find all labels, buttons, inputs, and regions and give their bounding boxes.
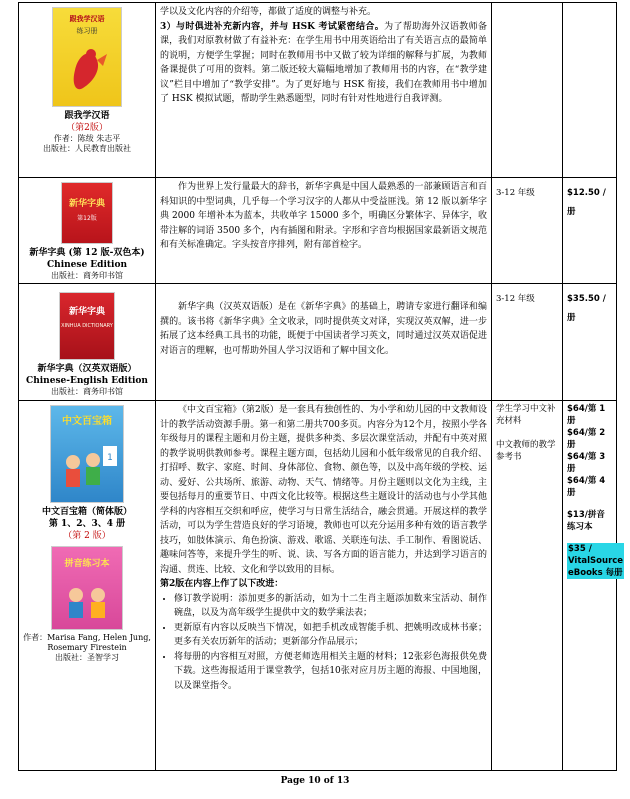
grade-level-cell: 3-12 年级: [492, 178, 563, 284]
workbook-cover-image: [51, 546, 123, 630]
catalog-table: [18, 2, 624, 771]
book-info-cell: [19, 284, 156, 401]
book-info-cell: [19, 3, 156, 178]
book-publisher: 出版社：人民教育出版社: [43, 144, 131, 153]
description-paragraph: 新华字典（汉英双语版）是在《新华字典》的基础上，聘请专家进行翻译和编撰的。该书将《新华字典》全文收录，同时提供英文对译，实现汉英双解，进一步拓展了这本经典工具书的功能，既便于中国读者学习英文，同时通过汉英双语促进对语言的理解，也可帮助外国人学习汉语和了解中国文化。: [160, 302, 487, 356]
cover-text: 中文百宝箱: [62, 416, 112, 427]
book-info-cell: [19, 178, 156, 284]
level-note: 学生学习中文补充材料: [496, 404, 556, 426]
table-row: [19, 401, 617, 771]
book-edition: （第 2 版）: [63, 531, 111, 541]
book-cover-image: [59, 292, 115, 360]
cover-text: 新华字典: [68, 307, 105, 317]
price-cell: $35.50 /册: [563, 284, 617, 401]
cover-text: 练习册: [76, 27, 98, 35]
book-title: 中文百宝箱（简体版）: [41, 507, 132, 517]
book-publisher: 出版社：商务印书馆: [51, 387, 123, 396]
book-title-en: Chinese-English Edition: [26, 376, 148, 386]
grade-level-cell: [492, 3, 563, 178]
cover-figure-icon: [53, 8, 121, 106]
book-info-cell: [19, 401, 156, 771]
svg-text:1: 1: [107, 453, 113, 463]
book-cover-image: [61, 182, 113, 244]
list-item: • 更新原有内容以反映当下情况，如把手机改成智能手机、把姚明改成林书豪；更多有关农历新年的活动；更新部分作品展示；: [174, 621, 487, 650]
price-cell: [563, 3, 617, 178]
book-cover-image: [50, 405, 124, 503]
list-item: • 将每册的内容相互对照，方便老师选用相关主题的材料；12张彩色海报供免费下载。这些海报适用于课堂教学，包括10张对应月历主题的海报、中国地图，以及课堂指令。: [174, 650, 487, 694]
price-line: $13/拼音练习本: [567, 510, 605, 532]
ebook-price: [567, 543, 624, 579]
changes-list: [160, 592, 487, 694]
description-paragraph: 学以及文化内容的介绍等，都做了适度的调整与补充。: [160, 7, 377, 17]
book-title-en: Chinese Edition: [46, 260, 127, 270]
page-footer: Page 10 of 13: [280, 776, 350, 786]
cover-brand: 跟我学汉语: [69, 15, 105, 23]
description-paragraph: 《中文百宝箱》（第2版）是一套具有独创性的、为小学和幼儿园的中文教师设计的教学活动资源手册。第一和第二册共700多页。内容分为12个月，按照小学各年级每月的课程主题和月份主题，提供多种类、多层次课堂活动，并配有中英对照的教学说明供教师参考。课程主题方面，包括幼儿园和小低年级常见的自我介绍、打招呼、数字、家庭、时间、身体部位、食物、颜色等，以及中高年级的学校、运动、爱好、公共场所、旅游、动物、天气、情绪等。月份主题则以文化为主线，主要包括每月的重要节日、中西文化比较等。根据这些主题设计的活动也与小学其他学科的内容相互交织和呼应，使学习与日常生活结合，融会贯通。开展这样的教学活动，可以为学生营造良好的学习语境，教师也可以充分运用多种有效的语言教学技巧，如肢体演示、角色扮演、游戏、歌谣、关联连句法、手工制作、看图说话、趣味问答等，来提升学生的听、说、读、写各方面的语言能力，并达到学习语言的沟通、贯连、比较、文化和学以致用的目标。: [160, 405, 487, 575]
book-publisher: 出版社：圣智学习: [55, 653, 119, 662]
book-author: 作者：陈绂 朱志平: [53, 134, 121, 143]
price-cell: [563, 401, 624, 771]
price-line: $64/第 1 册: [567, 404, 606, 426]
book-cover-image: [52, 7, 122, 107]
table-row: [19, 284, 617, 401]
cover-subtitle: 第12版: [77, 215, 97, 222]
description-paragraph: [160, 20, 487, 107]
ebook-price-highlight: $35 / VitalSource eBooks 每册: [568, 544, 624, 578]
level-note: 中文教师的教学参考书: [496, 440, 556, 462]
cover2-text: 拼音练习本: [64, 559, 110, 569]
book-title: 新华字典 (第 12 版-双色本): [29, 248, 145, 258]
cover-text: 新华字典: [68, 199, 105, 209]
price-line: $64/第 3 册: [567, 452, 606, 474]
description-bold-lead: 3）与时俱进补充新内容，并与 HSK 考试紧密结合。: [160, 21, 385, 32]
book-description-cell: [156, 3, 492, 178]
book-description-cell: [156, 401, 492, 771]
grade-level-cell: 3-12 年级: [492, 284, 563, 401]
book-description-cell: [156, 178, 492, 284]
table-row: [19, 178, 617, 284]
cover-children-icon: [51, 406, 123, 502]
cover-subtitle: XINHUA DICTIONARY: [61, 323, 113, 329]
description-text: 为了帮助海外汉语教师备课，我们对原教材做了有益补充：在学生用书中用英语给出了有关语言点的最简单的说明，方便学生掌握；同时在教师用书中又做了较为详细的解释与扩展，为教师备课提供了可用的资料。第二版还较大篇幅地增加了教师用书的内容，在“教学建议”栏目中增加了“教学安排”。为了更好地与 HSK 衔接，我们在教师用书中增加了 HSK 模拟试题，帮助学生熟悉题型，同时有针对性地进行自我评测。: [160, 21, 487, 104]
price-cell: $12.50 /册: [563, 178, 617, 284]
price-line: $64/第 4 册: [567, 476, 606, 498]
grade-level-cell: [492, 401, 563, 771]
cover-children-icon: [52, 547, 122, 629]
book-volumes: 第 1、2、3、4 册: [48, 519, 126, 529]
changes-heading: 第2版在内容上作了以下改进：: [160, 579, 284, 589]
book-title: 新华字典（汉英双语版）: [37, 364, 137, 374]
list-item: • 修订教学说明：添加更多的新活动，如为十二生肖主题添加数来宝活动、制作碗盘，以及为高年级学生提供中文的数学乘法表；: [174, 592, 487, 621]
book-title: 跟我学汉语: [64, 111, 110, 121]
book-author: 作者：Marisa Fang, Helen Jung, Rosemary Firestein: [23, 633, 151, 652]
book-description-cell: [156, 284, 492, 401]
book-publisher: 出版社：商务印书馆: [51, 271, 123, 280]
book-edition: （第2版）: [66, 123, 108, 133]
price-line: $64/第 2 册: [567, 428, 606, 450]
table-row: [19, 3, 617, 178]
description-paragraph: 作为世界上发行量最大的辞书，新华字典是中国人最熟悉的一部兼顾语言和百科知识的中型词典，几乎每一个学习汉字的人都从中受益匪浅。第 12 版以新华字典 2000 年增补本为蓝本，共收单字 15000 多个，明确区分繁体字、异体字，收带注解的词语 3500 多个，内有插图和附录。字形和字音均根据国家最新语文规范和有关标准确定。字头按音序排列，附有部首检字。: [160, 182, 487, 250]
